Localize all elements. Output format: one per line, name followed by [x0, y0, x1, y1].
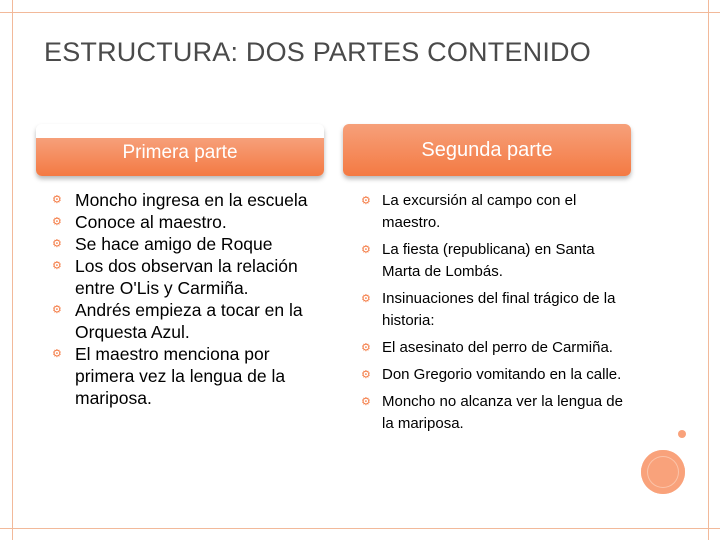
- list-item: [361, 190, 633, 234]
- column-header-segunda: Segunda parte: [343, 124, 631, 176]
- gear-bullet-icon: ⚙: [52, 238, 62, 250]
- frame-line-bottom: [0, 528, 720, 529]
- list-item-text: Insinuaciones del final trágico de la historia:: [382, 290, 616, 329]
- list-item: [52, 299, 320, 343]
- list-item-text: Moncho ingresa en la escuela: [75, 190, 308, 210]
- list-item: [52, 189, 320, 211]
- list-item: [361, 364, 633, 386]
- gear-bullet-icon: ⚙: [52, 348, 62, 360]
- gear-bullet-icon: ⚙: [361, 396, 371, 408]
- gear-bullet-icon: ⚙: [361, 195, 371, 207]
- list-item-text: Moncho no alcanza ver la lengua de la mariposa.: [382, 393, 623, 432]
- decorative-dot-icon: [678, 430, 686, 438]
- gear-bullet-icon: ⚙: [52, 304, 62, 316]
- list-item: [52, 255, 320, 299]
- list-item: [361, 288, 633, 332]
- list-item-text: Conoce al maestro.: [75, 212, 227, 232]
- frame-line-left: [12, 0, 13, 540]
- gear-bullet-icon: ⚙: [361, 342, 371, 354]
- list-item-text: El asesinato del perro de Carmiña.: [382, 339, 613, 356]
- list-item-text: La excursión al campo con el maestro.: [382, 192, 577, 231]
- circle-ring-icon: [641, 450, 685, 494]
- list-item: [52, 233, 320, 255]
- gear-bullet-icon: ⚙: [52, 194, 62, 206]
- list-item-text: Andrés empieza a tocar en la Orquesta Azul.: [75, 300, 303, 342]
- list-item-text: La fiesta (republicana) en Santa Marta de Lombás.: [382, 241, 595, 280]
- frame-line-top: [0, 12, 720, 13]
- list-primera-parte: [52, 189, 320, 409]
- gear-bullet-icon: ⚙: [52, 216, 62, 228]
- list-item-text: El maestro menciona por primera vez la lengua de la mariposa.: [75, 344, 286, 408]
- column-header-primera: Primera parte: [36, 124, 324, 176]
- list-item: [361, 239, 633, 283]
- list-segunda-parte: [361, 190, 633, 440]
- frame-line-right: [708, 0, 709, 540]
- list-item-text: Don Gregorio vomitando en la calle.: [382, 366, 622, 383]
- gear-bullet-icon: ⚙: [361, 244, 371, 256]
- gear-bullet-icon: ⚙: [361, 369, 371, 381]
- list-item: [52, 343, 320, 409]
- list-item: [361, 391, 633, 435]
- gear-bullet-icon: ⚙: [361, 293, 371, 305]
- list-item: [361, 337, 633, 359]
- list-item: [52, 211, 320, 233]
- list-item-text: Se hace amigo de Roque: [75, 234, 273, 254]
- gear-bullet-icon: ⚙: [52, 260, 62, 272]
- slide-title: ESTRUCTURA: DOS PARTES CONTENIDO: [44, 37, 591, 67]
- list-item-text: Los dos observan la relación entre O'Lis y Carmiña.: [75, 256, 298, 298]
